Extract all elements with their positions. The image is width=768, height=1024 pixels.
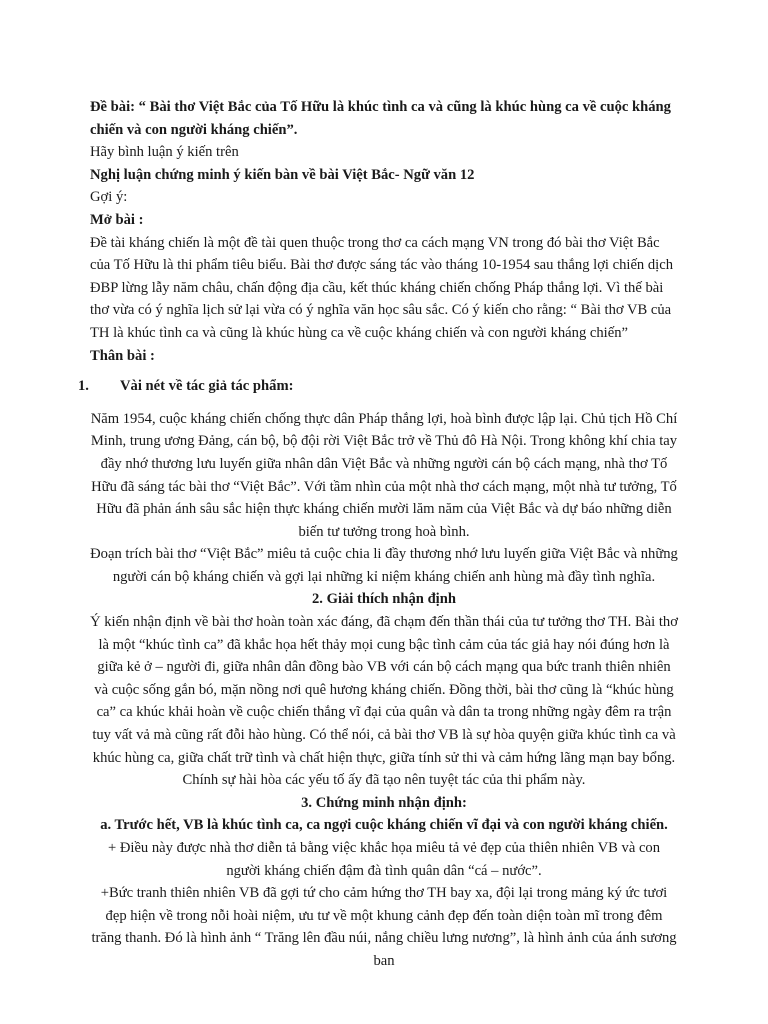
section-1-paragraph-2: Đoạn trích bài thơ “Việt Bắc” miêu tả cuộc chia li đầy thương nhớ lưu luyến giữa Việt Bắc và những người cán bộ kháng chiến và gợi lại những kỉ niệm kháng chiến anh hùng mà đầy tình nghĩa. <box>90 546 678 585</box>
section-3-point-2: +Bức tranh thiên nhiên VB đã gợi tứ cho cảm hứng thơ TH bay xa, đội lại trong mảng ký ức tươi đẹp hiện về trong nỗi hoài niệm, ưu tư về một khung cảnh đẹp đến toàn diện toàn mĩ trong đêm trăng thanh. Đó là hình ảnh “ Trăng lên đầu núi, nắng chiều lưng nương”, là hình ảnh của ánh sương ban <box>91 885 677 969</box>
section-1-title: Vài nét về tác giả tác phẩm: <box>120 378 294 395</box>
section-3-point-1: + Điều này được nhà thơ diễn tả bằng việc khắc họa miêu tả vẻ đẹp của thiên nhiên VB và con người kháng chiến đậm đà tình quân dân “cá – nước”. <box>107 840 661 879</box>
section-1-paragraph-1: Năm 1954, cuộc kháng chiến chống thực dân Pháp thắng lợi, hoà bình được lập lại. Chủ tịch Hồ Chí Minh, trung ương Đảng, cán bộ, bộ đội rời Việt Bắc trở về Thủ đô Hà Nội. Trong không khí chia tay đầy nhớ thương lưu luyến giữa nhân dân Việt Bắc và những người cán bộ cách mạng, nhà thơ Tố Hữu đã sáng tác bài thơ “Việt Bắc”. Với tầm nhìn của một nhà thơ cách mạng, một nhà tư tưởng, Tố Hữu đã phản ánh sâu sắc hiện thực kháng chiến mười lăm năm của Việt Bắc và dự báo những diễn biến tư tưởng trong hoà bình. <box>90 410 678 540</box>
section-2-heading: 2. Giải thích nhận định <box>312 591 456 608</box>
hint-label: Gợi ý: <box>90 189 128 206</box>
section-3-heading: 3. Chứng minh nhận định: <box>301 794 467 811</box>
body-heading: Thân bài : <box>90 347 155 364</box>
section-3-subheading-a: a. Trước hết, VB là khúc tình ca, ca ngợi cuộc kháng chiến vĩ đại và con người kháng chiến. <box>100 817 668 834</box>
prompt-line: Hãy bình luận ý kiến trên <box>90 144 239 161</box>
section-1-number: 1. <box>78 378 89 395</box>
intro-heading: Mở bài : <box>90 211 144 228</box>
section-1-heading <box>78 375 678 398</box>
document-subtitle: Nghị luận chứng minh ý kiến bàn về bài Việt Bắc- Ngữ văn 12 <box>90 166 475 183</box>
assignment-paragraph <box>90 96 678 141</box>
assignment-text: “ Bài thơ Việt Bắc của Tố Hữu là khúc tình ca và cũng là khúc hùng ca về cuộc kháng chiến và con người kháng chiến”. <box>90 99 671 138</box>
document-page <box>78 96 678 973</box>
section-2-paragraph: Ý kiến nhận định về bài thơ hoàn toàn xác đáng, đã chạm đến thần thái của tư tưởng thơ TH. Bài thơ là một “khúc tình ca” đã khắc họa hết thảy mọi cung bậc tình cảm của tác giả hay nói đúng hơn là giữa kẻ ở – người đi, giữa nhân dân đồng bào VB với cán bộ cách mạng qua bức tranh thiên nhiên và cuộc sống gắn bó, mặn nồng nơi quê hương kháng chiến. Đồng thời, bài thơ cũng là “khúc hùng ca” ca khúc khải hoàn về cuộc chiến thắng vĩ đại của quân và dân ta trong những ngày đêm ra trận tuy vất vả mà cũng rất đỗi hào hùng. Có thể nói, cả bài thơ VB là sự hòa quyện giữa khúc tình ca và khúc hùng ca, giữa chất trữ tình và chất hiện thực, giữa tính sử thi và cảm hứng lãng mạn bay bổng. Chính sự hài hòa các yếu tố ấy đã tạo nên tuyệt tác của thi phẩm này. <box>90 614 678 789</box>
assignment-label: Đề bài: <box>90 99 135 115</box>
intro-paragraph: Đề tài kháng chiến là một đề tài quen thuộc trong thơ ca cách mạng VN trong đó bài thơ Việt Bắc của Tố Hữu là thi phẩm tiêu biểu. Bài thơ được sáng tác vào tháng 10-1954 sau thắng lợi chiến dịch ĐBP lừng lẫy năm châu, chấn động địa cầu, kết thúc kháng chiến chống Pháp thắng lợi. Vì thế bài thơ vừa có ý nghĩa lịch sử lại vừa có ý nghĩa văn học sâu sắc. Có ý kiến cho rằng: “ Bài thơ VB của TH là khúc tình ca và cũng là khúc hùng ca về cuộc kháng chiến và con người kháng chiến” <box>90 234 673 341</box>
